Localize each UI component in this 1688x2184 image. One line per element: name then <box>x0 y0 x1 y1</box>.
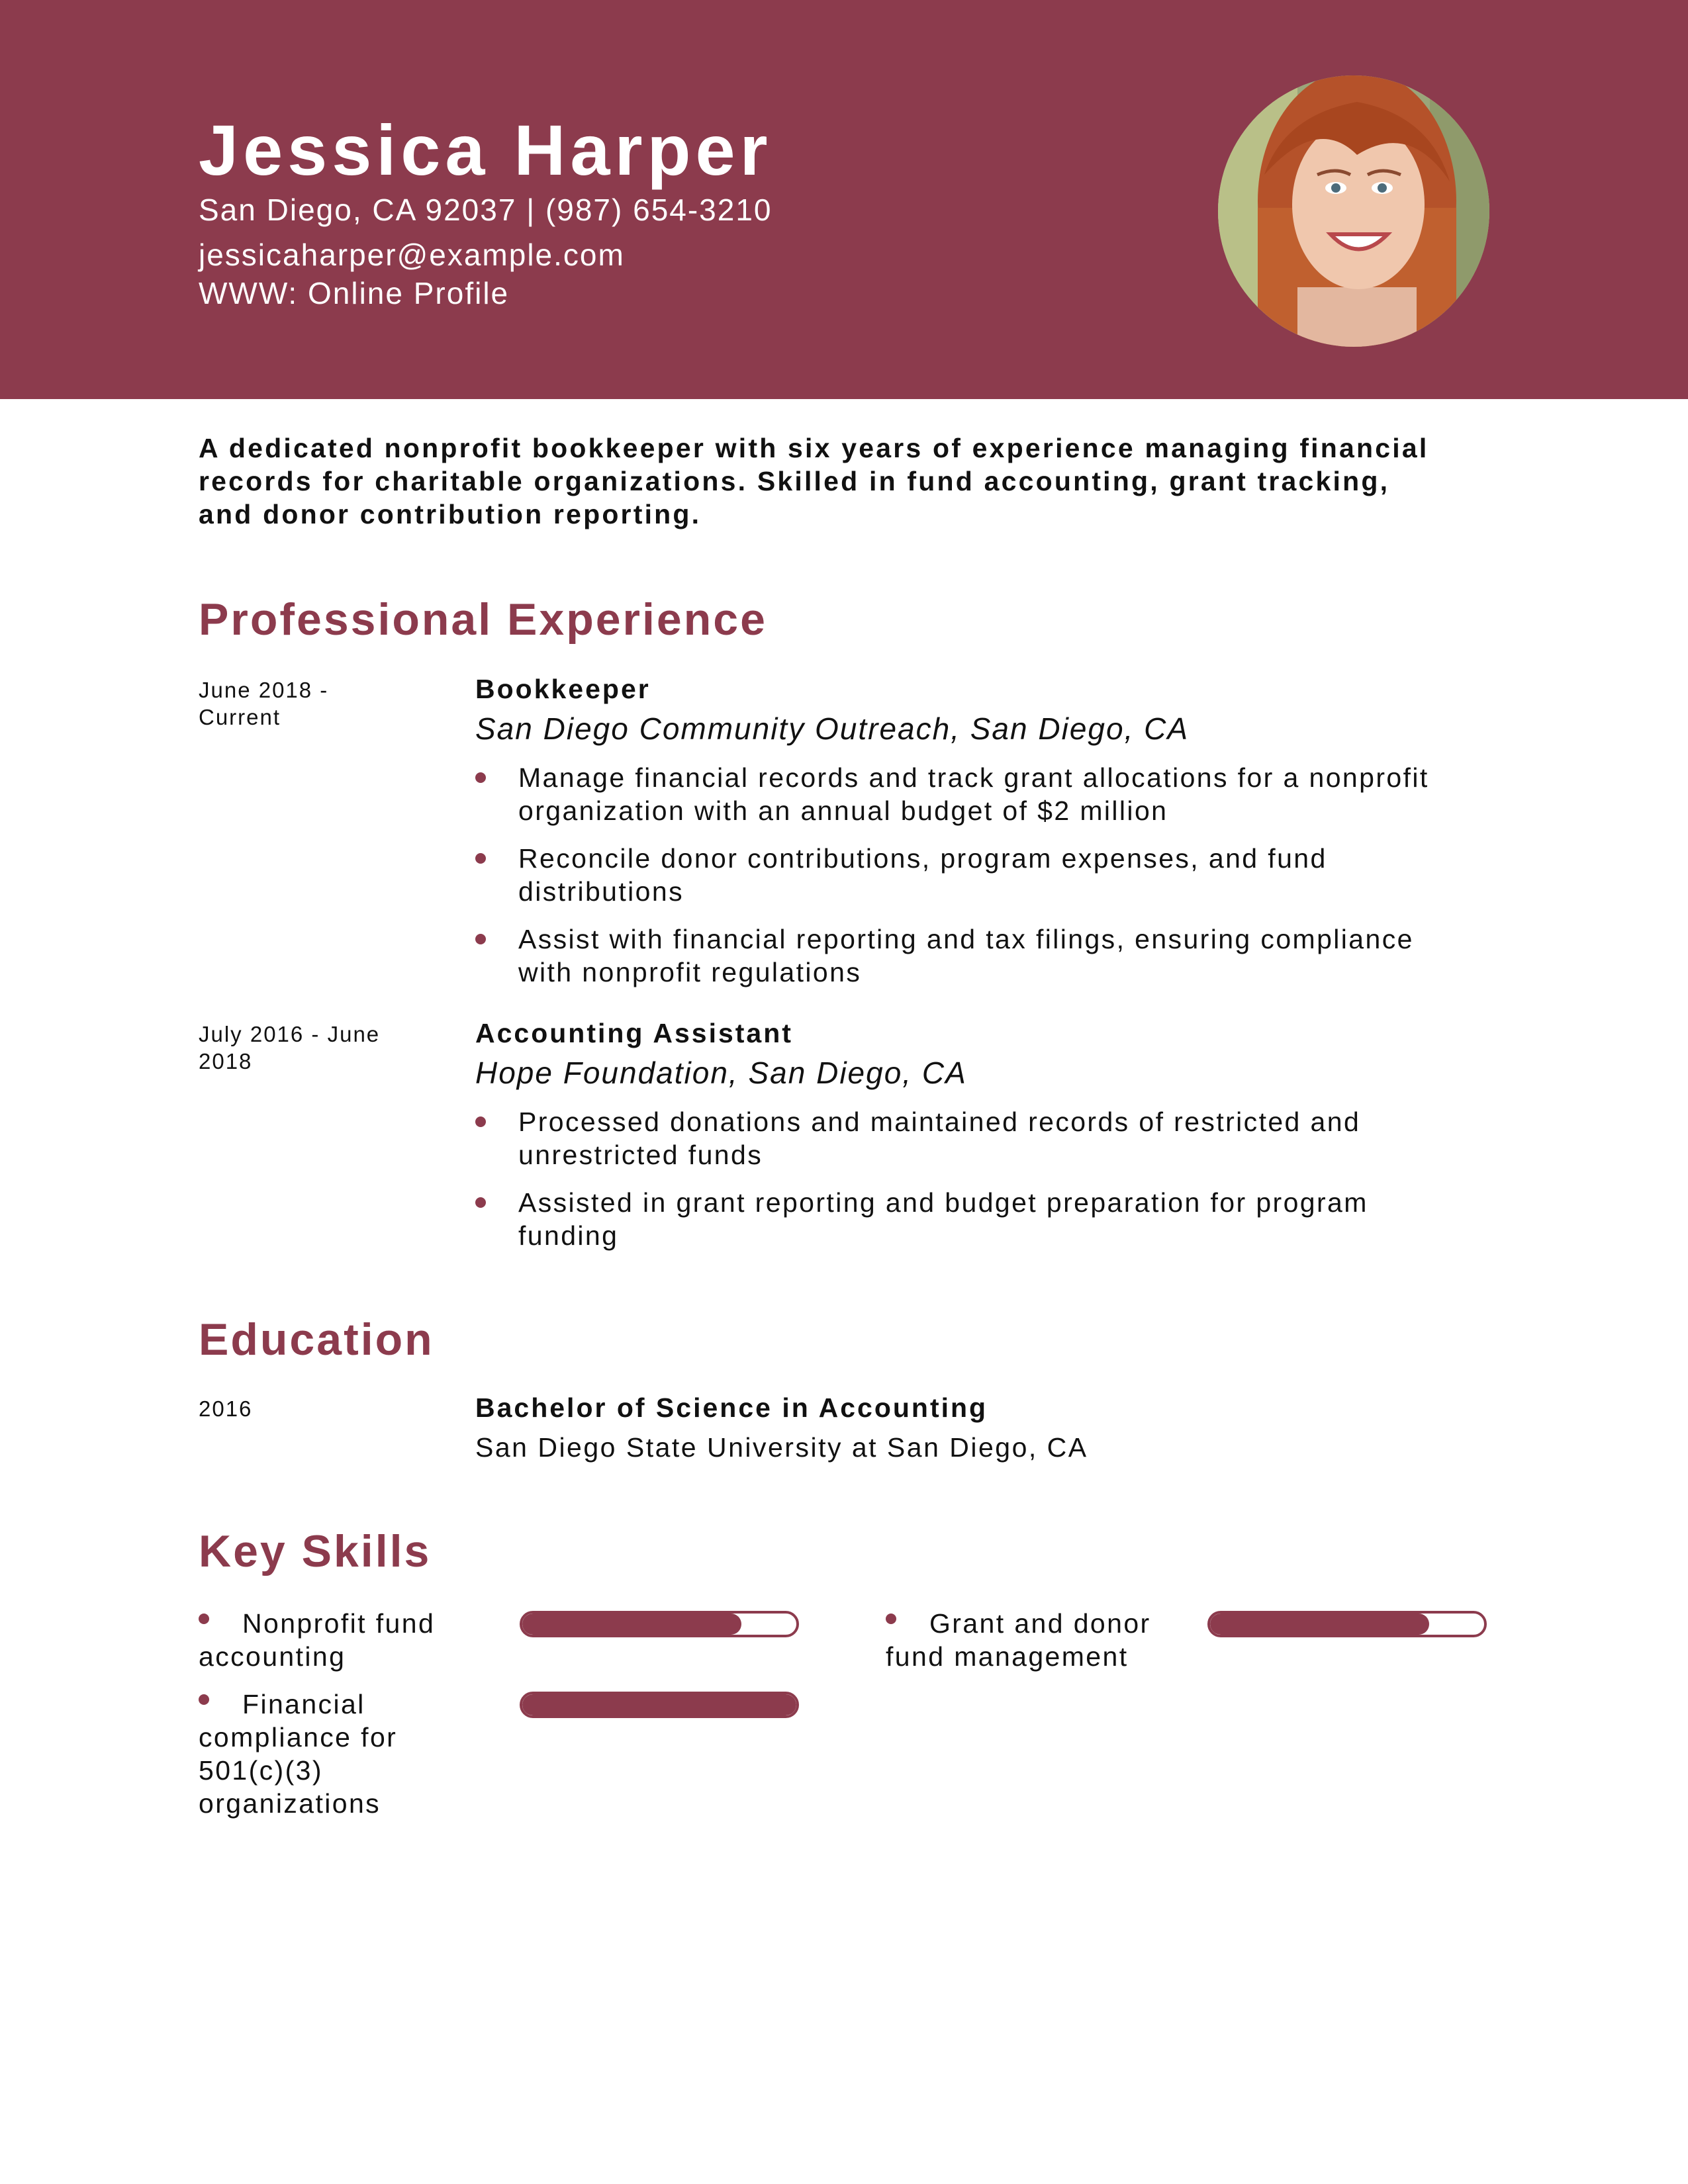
address-phone: San Diego, CA 92037 | (987) 654-3210 <box>199 193 773 227</box>
job-bullet: Processed donations and maintained records of restricted and unrestricted funds <box>475 1105 1495 1171</box>
job-title: Accounting Assistant <box>475 1018 793 1048</box>
summary-line: and donor contribution reporting. <box>199 499 702 529</box>
skills-heading: Key Skills <box>199 1526 432 1576</box>
skill-label: Financial compliance for 501(c)(3) organizations <box>199 1689 398 1819</box>
website-link[interactable]: WWW: Online Profile <box>199 276 510 310</box>
profile-photo-image <box>1218 75 1489 347</box>
professional-summary <box>199 432 1496 531</box>
job-organization: Hope Foundation, San Diego, CA <box>475 1056 967 1090</box>
summary-line: A dedicated nonprofit bookkeeper with six years of experience managing financial <box>199 433 1429 463</box>
job-title: Bookkeeper <box>475 674 651 704</box>
job-bullets <box>475 1105 1495 1267</box>
skill-label: Grant and donor fund management <box>886 1608 1151 1672</box>
education-year: 2016 <box>199 1396 253 1421</box>
experience-heading: Professional Experience <box>199 594 767 645</box>
job-bullet: Manage financial records and track grant allocations for a nonprofit organization with an annual budget of $2 million <box>475 761 1495 827</box>
job-bullet: Assisted in grant reporting and budget preparation for program funding <box>475 1186 1495 1252</box>
skill-label: Nonprofit fund accounting <box>199 1608 436 1672</box>
profile-photo <box>1218 75 1489 347</box>
skill-level-bar <box>520 1692 799 1718</box>
header-banner <box>0 0 1688 399</box>
job-dates: July 2016 - June 2018 <box>199 1022 381 1073</box>
skill-level-fill <box>522 1694 796 1715</box>
job-bullet: Reconcile donor contributions, program expenses, and fund distributions <box>475 842 1495 908</box>
job-bullets <box>475 761 1495 1003</box>
job-dates: June 2018 - Current <box>199 678 329 729</box>
skill-level-bar <box>1207 1611 1487 1637</box>
job-bullet: Assist with financial reporting and tax filings, ensuring compliance with nonprofit regulations <box>475 923 1495 989</box>
skill-level-bar <box>520 1611 799 1637</box>
summary-line: records for charitable organizations. Skilled in fund accounting, grant tracking, <box>199 466 1390 496</box>
skill-item <box>199 1688 477 1827</box>
education-heading: Education <box>199 1314 434 1365</box>
skill-item <box>886 1607 1177 1680</box>
degree-title: Bachelor of Science in Accounting <box>475 1392 988 1423</box>
email-link[interactable]: jessicaharper@example.com <box>199 238 625 272</box>
school-name: San Diego State University at San Diego, CA <box>475 1432 1088 1463</box>
skill-item <box>199 1607 477 1680</box>
skill-level-fill <box>1210 1614 1429 1635</box>
job-organization: San Diego Community Outreach, San Diego, CA <box>475 711 1190 746</box>
skill-level-fill <box>522 1614 741 1635</box>
candidate-name: Jessica Harper <box>199 110 773 190</box>
